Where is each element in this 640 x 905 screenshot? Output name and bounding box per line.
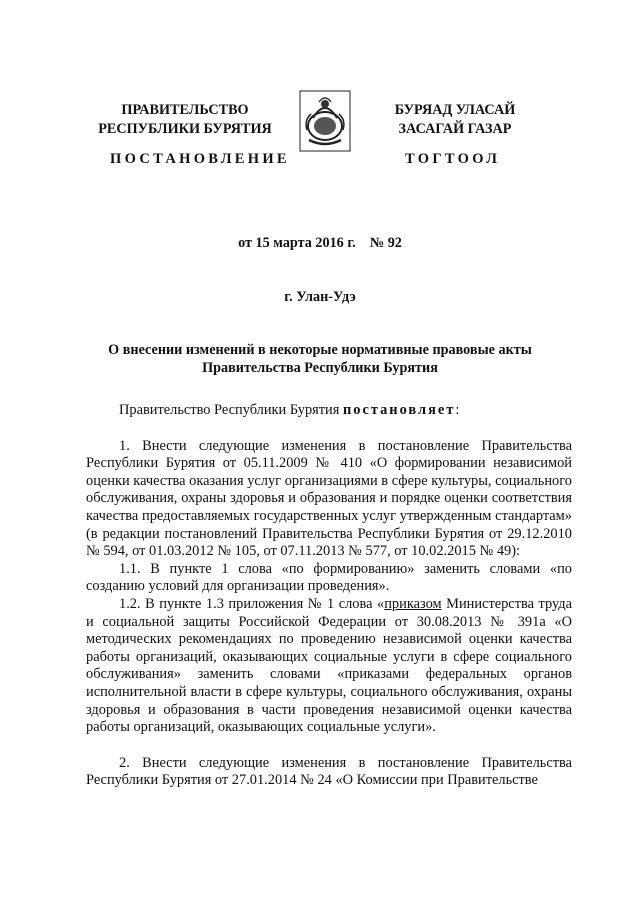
title-line-2: Правительства Республики Бурятия (202, 360, 438, 376)
clause-2: 2. Внести следующие изменения в постановление Правительства Республики Бурятия от 27.01.2014 № 24 «О Комиссии при Правительстве (86, 754, 572, 789)
date-and-number: от 15 марта 2016 г. № 92 (238, 235, 402, 251)
government-name-ru-line1: ПРАВИТЕЛЬСТВО (121, 102, 249, 118)
coat-of-arms-icon (299, 90, 351, 152)
doc-type-bua: ТОГТООЛ (405, 151, 501, 167)
clause-1-2-end: Министерства труда и социальной защиты Российской Федерации от 30.08.2013 № 391а «О методических рекомендациях по проведению независимой оценки качества работы организаций, оказывающих социальные услуги в сфере социального обслуживания» заменить словами «приказами федеральных органов исполнительной власти в сфере культуры, социального обслуживания, охраны здоровья и образования в части проведения независимой оценки качества работы организаций, оказывающих социальные услуги». (86, 595, 572, 736)
document-body (86, 402, 572, 790)
government-name-ru-line2: РЕСПУБЛИКИ БУРЯТИЯ (98, 121, 272, 137)
preamble (86, 402, 572, 420)
preamble-decree-word: постановляет (342, 402, 456, 418)
header-right (355, 101, 555, 139)
doc-type-ru: ПОСТАНОВЛЕНИЕ (110, 151, 290, 167)
preamble-colon: : (455, 402, 460, 418)
header-left (85, 101, 285, 139)
order-link[interactable]: приказом (384, 595, 442, 612)
clause-1: 1. Внести следующие изменения в постановление Правительства Республики Бурятия от 05.11.2009 № 410 «О формировании независимой оценки качества оказания услуг организациями в сфере культуры, социального обслуживания, охраны здоровья и образования и порядке оценки соответствия качества предоставляемых государственных услуг утвержденным стандартам» (в редакции постановлений Правительства Республики Бурятия от 29.12.2010 № 594, от 01.03.2012 № 105, от 07.11.2013 № 577, от 10.02.2015 № 49): (86, 437, 572, 560)
document-title (80, 341, 560, 377)
title-line-1: О внесении изменений в некоторые нормативные правовые акты (108, 342, 532, 358)
clause-1-1: 1.1. В пункте 1 слова «по формированию» заменить словами «по созданию условий для организации проведения». (86, 560, 572, 595)
government-name-bua-line2: ЗАСАГАЙ ГАЗАР (398, 121, 512, 137)
city: г. Улан-Удэ (284, 289, 356, 305)
clause-1-2 (86, 596, 572, 737)
clause-1-2-start: 1.2. В пункте 1.3 приложения № 1 слова « (119, 595, 385, 612)
government-name-bua-line1: БУРЯАД УЛАСАЙ (394, 102, 516, 118)
preamble-text: Правительство Республики Бурятия (119, 402, 343, 418)
